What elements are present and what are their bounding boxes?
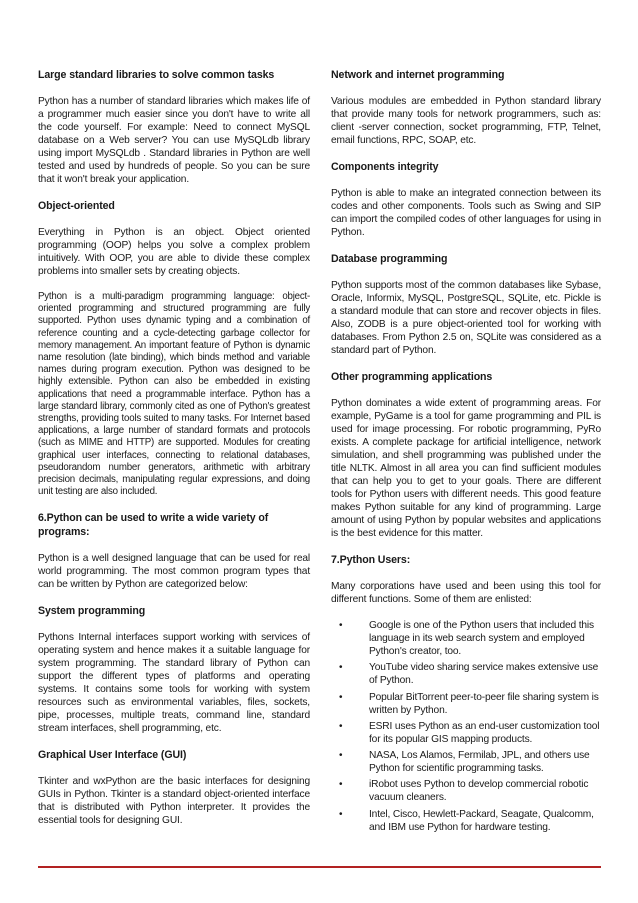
- paragraph-python-users: Many corporations have used and been using this tool for different functions. Some of them are enlisted:: [331, 581, 601, 605]
- heading-other-applications: Other programming applications: [331, 371, 493, 383]
- heading-standard-libraries: Large standard libraries to solve common tasks: [38, 69, 275, 81]
- list-item: [335, 619, 601, 658]
- list-item-text: Popular BitTorrent peer-to-peer file sharing system is written by Python.: [369, 691, 599, 716]
- bullet-icon: •: [339, 662, 343, 674]
- paragraph-multi-paradigm: Python is a multi-paradigm programming language: object-oriented programming and structured programming are fully supported. Python uses dynamic typing and a combination of reference counting and a cycle-detecting garbage collector for memory management. An important feature of Python is dynamic name resolution (late binding), which binds method and variable names during program execution. Python was designed to be highly extensible. Python can also be embedded in existing applications that need a programmable interface. Python has a large standard library, commonly cited as one of Python's greatest strengths, providing tools suited to many tasks. For Internet based applications, a large number of standard formats and protocols (such as MIME and HTTP) are supported. Modules for creating graphical user interfaces, connecting to relational databases, pseudorandom number generators, arithmetic with arbitrary precision decimals, manipulating regular expressions, and doing unit testing are also included.: [38, 291, 310, 498]
- list-item-text: Intel, Cisco, Hewlett-Packard, Seagate, Qualcomm, and IBM use Python for hardware testing.: [369, 808, 594, 833]
- heading-gui: Graphical User Interface (GUI): [38, 749, 187, 762]
- heading-variety-of-programs: 6.Python can be used to write a wide variety of programs:: [38, 512, 269, 539]
- list-item: [335, 691, 601, 717]
- paragraph-object-oriented: Everything in Python is an object. Object oriented programming (OOP) helps you solve a complex problem intuitively. With OOP, you are able to divide these complex problems into smaller sets by creating objects.: [38, 227, 310, 277]
- heading-database-programming: Database programming: [331, 253, 448, 265]
- left-column: [38, 68, 310, 840]
- heading-python-users: 7.Python Users:: [331, 554, 411, 566]
- heading-network-programming: Network and internet programming: [331, 69, 505, 81]
- bullet-icon: •: [339, 620, 343, 631]
- paragraph-components-integrity: Python is able to make an integrated connection between its codes and other components. Tools such as Swing and SIP can import the compiled codes of other languages for using in Python.: [331, 188, 601, 238]
- footer-divider: [38, 866, 601, 868]
- heading-object-oriented: Object-oriented: [38, 200, 115, 212]
- list-item: [335, 808, 601, 834]
- list-item-text: YouTube video sharing service makes extensive use of Python.: [369, 662, 599, 687]
- paragraph-standard-libraries: Python has a number of standard libraries which makes life of a programmer much easier since you don't have to write all the code yourself. For example: Need to connect MySQL database on a Web server? You can use MySQLdb library using import MySQLdb . Standard libraries in Python are well tested and used by hundreds of people. So you can be sure that it won't break your application.: [38, 96, 310, 185]
- heading-system-programming: System programming: [38, 605, 146, 618]
- bullet-icon: •: [339, 691, 343, 703]
- list-item: [335, 661, 601, 687]
- list-item-text: ESRI uses Python as an end-user customization tool for its popular GIS mapping products.: [369, 720, 600, 745]
- paragraph-system-programming: Pythons Internal interfaces support working with services of operating system and hence makes it a suitable language for system programming. The standard library of Python can support the different types of platforms and operating systems. It contains some tools for working with system resources such as environmental variables, files, sockets, pipe, processes, multiple treats, command line, standard stream interfaces, shell programming, etc.: [38, 632, 310, 735]
- paragraph-gui: Tkinter and wxPython are the basic interfaces for designing GUIs in Python. Tkinter is a standard object-oriented interface that is distributed with Python interpreter. It provides the essential tools for designing GUI.: [38, 776, 310, 827]
- right-column: [331, 68, 601, 837]
- list-item-text: iRobot uses Python to develop commercial robotic vacuum cleaners.: [369, 779, 589, 804]
- list-item: [335, 749, 601, 775]
- heading-components-integrity: Components integrity: [331, 161, 439, 173]
- paragraph-other-applications: Python dominates a wide extent of programming areas. For example, PyGame is a tool for game programming and PIL is used for image processing. For robotic programming, PyRo exists. A complete package for artificial intelligence, network simulation, and shell programming was published under the title NLTK. Almost in all area you can find sufficient modules that can help you to get to your goals. There are different tools for Python users with different needs. This good feature makes Python suitable for any kind of programming. Large amount of using Python by popular websites and applications is the best evidence for this matter.: [331, 398, 601, 539]
- list-item: [335, 778, 601, 804]
- paragraph-database-programming: Python supports most of the common databases like Sybase, Oracle, Informix, MySQL, PostgreSQL, SQLite, etc. Pickle is a standard module that can store and recover objects in files. Also, ZODB is a pure object-oriented tool for working with databases. From Python 2.5 on, SQLite was considered as a standard part of Python.: [331, 280, 601, 356]
- bullet-icon: •: [339, 750, 343, 762]
- list-item: [335, 720, 601, 746]
- bullet-icon: •: [339, 808, 343, 820]
- paragraph-variety-of-programs: Python is a well designed language that can be used for real world programming. The most common program types that can be written by Python are categorized below:: [38, 553, 310, 591]
- python-users-list: [335, 619, 601, 834]
- list-item-text: NASA, Los Alamos, Fermilab, JPL, and others use Python for scientific programming tasks.: [369, 750, 590, 775]
- paragraph-network-programming: Various modules are embedded in Python standard library that provide many tools for network programmers, such as: client -server connection, socket programming, FTP, Telnet, email functions, RPC, SOAP, etc.: [331, 96, 601, 146]
- bullet-icon: •: [339, 720, 343, 732]
- bullet-icon: •: [339, 779, 343, 791]
- list-item-text: Google is one of the Python users that included this language in its web search system and employed Python's creator, too.: [369, 620, 594, 657]
